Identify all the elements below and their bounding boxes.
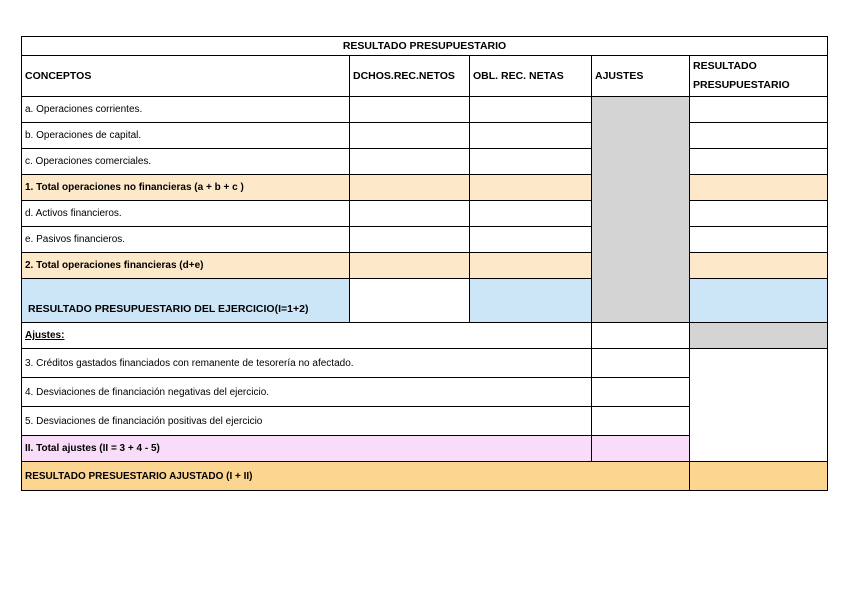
- row-label-total-financieras: 2. Total operaciones financieras (d+e): [22, 253, 350, 279]
- cell-dchos-op-capital[interactable]: [350, 123, 470, 149]
- row-label-desviaciones-negativas: 4. Desviaciones de financiación negativas del ejercicio.: [22, 378, 592, 407]
- cell-resultado-activos-financieros[interactable]: [690, 201, 828, 227]
- cell-dchos-activos-financieros[interactable]: [350, 201, 470, 227]
- cell-resultado-ajustes-blank: [690, 349, 828, 436]
- header-obl-rec-netas: OBL. REC. NETAS: [470, 56, 592, 97]
- cell-obl-total-financieras[interactable]: [470, 253, 592, 279]
- table-row: [22, 436, 828, 462]
- cell-ajustes-header-row[interactable]: [592, 323, 690, 349]
- cell-resultado-op-capital[interactable]: [690, 123, 828, 149]
- cell-resultado-ejercicio[interactable]: [690, 279, 828, 323]
- header-dchos-rec-netos: DCHOS.REC.NETOS: [350, 56, 470, 97]
- cell-resultado-op-corrientes[interactable]: [690, 97, 828, 123]
- cell-ajustes-desviaciones-positivas[interactable]: [592, 407, 690, 436]
- row-label-activos-financieros: d. Activos financieros.: [22, 201, 350, 227]
- cell-resultado-total-ajustes-blank: [690, 436, 828, 462]
- table-row: [22, 227, 828, 253]
- cell-ajustes-total[interactable]: [592, 436, 690, 462]
- table-row: [22, 123, 828, 149]
- header-conceptos: CONCEPTOS: [22, 56, 350, 97]
- header-resultado-presupuestario: [690, 56, 828, 97]
- cell-ajustes-creditos-gastados[interactable]: [592, 349, 690, 378]
- resultado-presupuestario-table: [21, 36, 828, 491]
- cell-obl-op-corrientes[interactable]: [470, 97, 592, 123]
- row-label-creditos-gastados: 3. Créditos gastados financiados con remanente de tesorería no afectado.: [22, 349, 592, 378]
- row-label-operaciones-comerciales: c. Operaciones comerciales.: [22, 149, 350, 175]
- cell-obl-activos-financieros[interactable]: [470, 201, 592, 227]
- table-row: [22, 323, 828, 349]
- cell-obl-pasivos-financieros[interactable]: [470, 227, 592, 253]
- cell-dchos-total-no-financieras[interactable]: [350, 175, 470, 201]
- header-resultado-line2: PRESUPUESTARIO: [693, 79, 790, 91]
- row-label-total-ajustes: II. Total ajustes (II = 3 + 4 - 5): [22, 436, 592, 462]
- header-ajustes: AJUSTES: [592, 56, 690, 97]
- cell-resultado-total-financieras[interactable]: [690, 253, 828, 279]
- header-resultado-line1: RESULTADO: [693, 60, 757, 72]
- row-label-operaciones-corrientes: a. Operaciones corrientes.: [22, 97, 350, 123]
- cell-obl-op-comerciales[interactable]: [470, 149, 592, 175]
- cell-obl-op-capital[interactable]: [470, 123, 592, 149]
- table-row: [22, 279, 828, 323]
- table-title: RESULTADO PRESUPUESTARIO: [22, 37, 828, 56]
- table-row: [22, 149, 828, 175]
- row-label-ajustes: Ajustes:: [22, 323, 592, 349]
- table-row: [22, 201, 828, 227]
- row-label-pasivos-financieros: e. Pasivos financieros.: [22, 227, 350, 253]
- cell-dchos-total-financieras[interactable]: [350, 253, 470, 279]
- table-row: [22, 349, 828, 378]
- row-label-resultado-ajustado: RESULTADO PRESUESTARIO AJUSTADO (I + II): [22, 462, 690, 491]
- cell-dchos-op-comerciales[interactable]: [350, 149, 470, 175]
- table-row: [22, 97, 828, 123]
- row-label-resultado-ejercicio: RESULTADO PRESUPUESTARIO DEL EJERCICIO(I=1+2): [22, 279, 350, 323]
- table-row: [22, 253, 828, 279]
- cell-resultado-pasivos-financieros[interactable]: [690, 227, 828, 253]
- cell-ajustes-desviaciones-negativas[interactable]: [592, 378, 690, 407]
- cell-obl-resultado-ejercicio[interactable]: [470, 279, 592, 323]
- cell-dchos-resultado-ejercicio[interactable]: [350, 279, 470, 323]
- cell-dchos-pasivos-financieros[interactable]: [350, 227, 470, 253]
- cell-resultado-total-no-financieras[interactable]: [690, 175, 828, 201]
- cell-resultado-ajustado[interactable]: [690, 462, 828, 491]
- table-row: [22, 462, 828, 491]
- row-label-total-no-financieras: 1. Total operaciones no financieras (a + b + c ): [22, 175, 350, 201]
- row-label-desviaciones-positivas: 5. Desviaciones de financiación positivas del ejercicio: [22, 407, 592, 436]
- table-row: [22, 175, 828, 201]
- cell-dchos-op-corrientes[interactable]: [350, 97, 470, 123]
- cell-ajustes-disabled: [592, 97, 690, 323]
- cell-resultado-ajustes-disabled: [690, 323, 828, 349]
- row-label-operaciones-capital: b. Operaciones de capital.: [22, 123, 350, 149]
- cell-resultado-op-comerciales[interactable]: [690, 149, 828, 175]
- cell-obl-total-no-financieras[interactable]: [470, 175, 592, 201]
